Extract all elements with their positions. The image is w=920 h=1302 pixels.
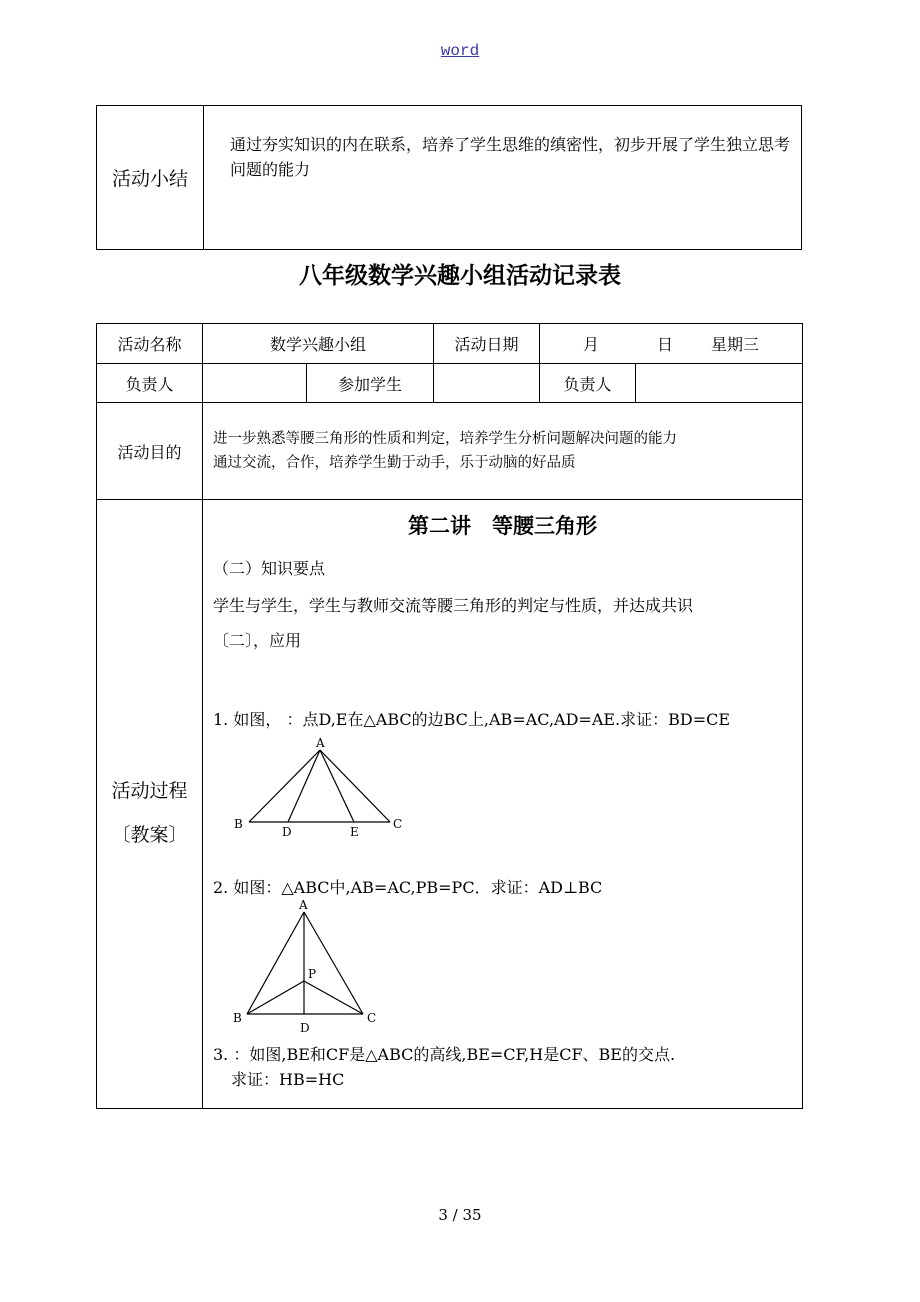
fig2-label-b: B — [233, 1011, 242, 1025]
problem-1: 1. 如图， ：点D,E在△ABC的边BC上,AB=AC,AD=AE.求证：BD=CE — [213, 710, 731, 729]
fig1-side-ab — [249, 750, 320, 822]
problem-3-proof: 求证：HB=HC — [231, 1070, 345, 1089]
problem-2: 2. 如图：△ABC中,AB=AC,PB=PC．求证：AD⊥BC — [213, 878, 603, 897]
process-label-line-1: 活动过程 — [111, 780, 188, 802]
date-month: 月 — [583, 335, 600, 354]
record-title: 八年级数学兴趣小组活动记录表 — [299, 263, 621, 289]
header-word-link[interactable]: word — [440, 42, 480, 60]
process-label — [97, 500, 203, 1109]
fig2-side-ac — [304, 912, 363, 1014]
fig2-segment-cp — [304, 981, 363, 1014]
participants-value — [434, 364, 540, 403]
knowledge-text: 学生与学生，学生与教师交流等腰三角形的判定与性质，并达成共识 — [213, 596, 694, 615]
fig1-label-d: D — [282, 825, 292, 839]
figure-2-triangle — [231, 898, 391, 1038]
summary-content: 通过夯实知识的内在联系，培养了学生思维的缜密性，初步开展了学生独立思考问题的能力 — [204, 106, 802, 250]
leader-value-2 — [636, 364, 803, 403]
record-table — [96, 323, 803, 1109]
purpose-label: 活动目的 — [97, 403, 203, 500]
process-label-line-2: 〔教案〕 — [111, 824, 188, 846]
lesson-title: 第二讲 等腰三角形 — [408, 514, 598, 538]
leader-label-2: 负责人 — [540, 364, 636, 403]
figure-1-triangle — [231, 736, 421, 840]
activity-date-value — [540, 324, 803, 364]
page-indicator: 3 / 35 — [438, 1206, 482, 1224]
fig1-label-c: C — [393, 817, 403, 831]
knowledge-heading: （二）知识要点 — [213, 559, 326, 578]
summary-label: 活动小结 — [97, 106, 204, 250]
application-heading: 〔二〕，应用 — [213, 631, 302, 650]
fig2-label-p: P — [308, 967, 317, 981]
fig1-side-ac — [320, 750, 390, 822]
purpose-content — [203, 403, 803, 500]
participants-label: 参加学生 — [307, 364, 434, 403]
date-weekday: 星期三 — [711, 335, 760, 354]
date-day: 日 — [657, 335, 674, 354]
purpose-line-1: 进一步熟悉等腰三角形的性质和判定，培养学生分析问题解决问题的能力 — [213, 431, 677, 447]
problem-3: 3. ：如图,BE和CF是△ABC的高线,BE=CF,H是CF、BE的交点. — [213, 1045, 676, 1064]
fig1-label-a: A — [316, 736, 325, 750]
leader-value — [203, 364, 307, 403]
fig2-label-c: C — [367, 1011, 377, 1025]
fig1-label-e: E — [350, 825, 359, 839]
purpose-line-2: 通过交流，合作，培养学生勤于动手，乐于动脑的好品质 — [213, 455, 576, 471]
fig2-side-ab — [247, 912, 304, 1014]
activity-name-value: 数学兴趣小组 — [203, 324, 434, 364]
fig1-segment-ae — [320, 750, 354, 822]
process-content — [203, 500, 803, 1109]
fig1-label-b: B — [234, 817, 243, 831]
fig2-label-d: D — [300, 1021, 310, 1035]
activity-name-label: 活动名称 — [97, 324, 203, 364]
fig1-segment-ad — [288, 750, 320, 822]
fig2-label-a: A — [299, 898, 308, 912]
leader-label: 负责人 — [97, 364, 203, 403]
activity-date-label: 活动日期 — [434, 324, 540, 364]
summary-table — [96, 105, 802, 250]
